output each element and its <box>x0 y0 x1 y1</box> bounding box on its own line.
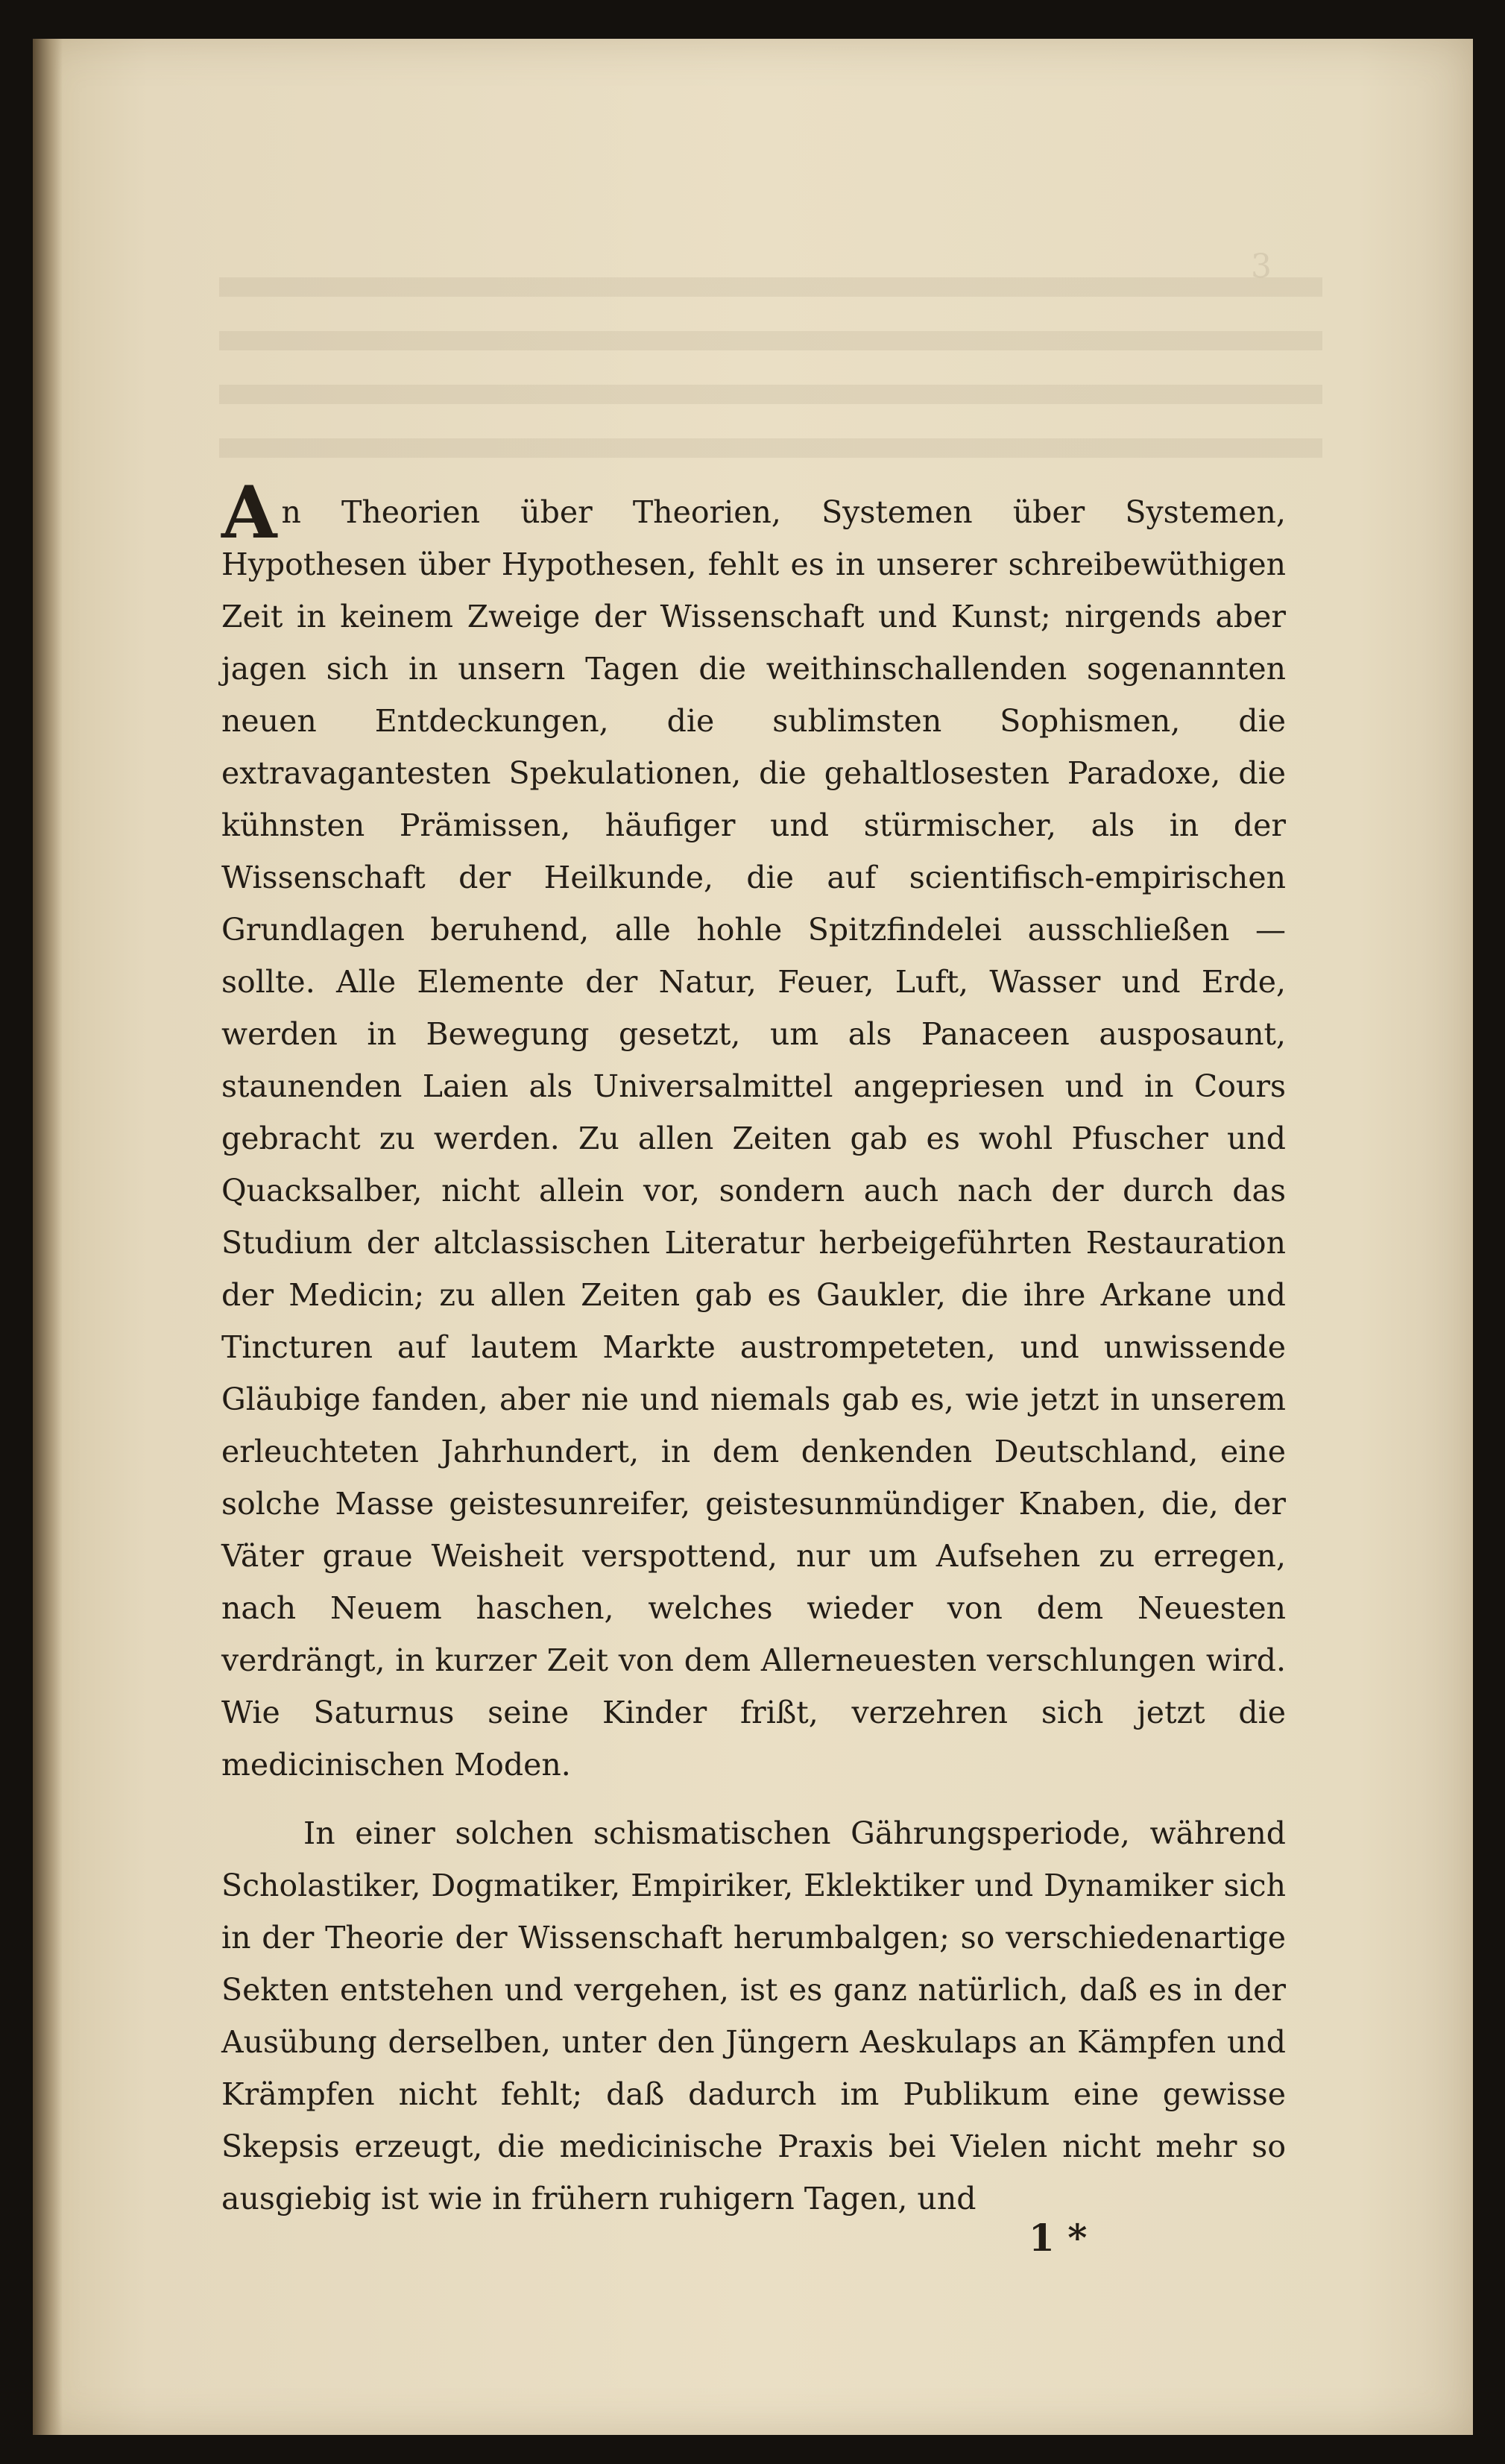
drop-initial: A <box>221 470 277 555</box>
body-text <box>221 470 1286 2225</box>
bleed-through-text <box>219 277 1322 479</box>
spine-shadow <box>33 39 63 2435</box>
paragraph-2: In einer solchen schismatischen Gährungsperiode, während Scholastiker, Dogmatiker, Empiriker, Eklektiker und Dynamiker sich in der Theorie der Wissenschaft herumbalgen; so verschiedenartige Sekten entstehen und vergehen, ist es ganz natürlich, daß es in der Ausübung derselben, unter den Jüngern Aeskulaps an Kämpfen und Krämpfen nicht fehlt; daß dadurch im Publikum eine gewisse Skepsis erzeugt, die medicinische Praxis bei Vielen nicht mehr so ausgiebig ist wie in frühern ruhigern Tagen, und <box>221 1815 1286 2216</box>
paragraph-1-text: n Theorien über Theorien, Systemen über Systemen, Hypothesen über Hypothesen, fehlt es in unserer schreibewüthigen Zeit in keinem Zweige der Wissenschaft und Kunst; nirgends aber jagen sich in unsern Tagen die weithinschallenden sogenannten neuen Entdeckungen, die sublimsten Sophismen, die extravagantesten Spekulationen, die gehaltlosesten Paradoxe, die kühnsten Prämissen, häufiger und stürmischer, als in der Wissenschaft der Heilkunde, die auf scientifisch-empirischen Grundlagen beruhend, alle hohle Spitzfindelei ausschließen — sollte. Alle Elemente der Natur, Feuer, Luft, Wasser und Erde, werden in Bewegung gesetzt, um als Panaceen ausposaunt, staunenden Laien als Universalmittel angepriesen und in Cours gebracht zu werden. Zu allen Zeiten gab es wohl Pfuscher und Quacksalber, nicht allein vor, sondern auch nach der durch das Studium der altclassischen Literatur herbeigeführten Restauration der Medicin; zu allen Zeiten gab es Gaukler, die ihre Arkane und Tincturen auf lautem Markte austrompeteten, und unwissende Gläubige fanden, aber nie und niemals gab es, wie jetzt in unserem erleuchteten Jahrhundert, in dem denkenden Deutschland, eine solche Masse geistesunreifer, geistesunmündiger Knaben, die, der Väter graue Weisheit verspottend, nur um Aufsehen zu erregen, nach Neuem haschen, welches wieder von dem Neuesten verdrängt, in kurzer Zeit von dem Allerneuesten verschlungen wird. Wie Saturnus seine Kinder frißt, verzehren sich jetzt die medicinischen Moden. <box>221 494 1286 1783</box>
paragraph-1 <box>221 470 1286 1791</box>
bleed-through-page-number: 3 <box>1251 248 1272 286</box>
book-page <box>33 39 1473 2435</box>
signature-mark: 1 * <box>1029 2216 1088 2260</box>
